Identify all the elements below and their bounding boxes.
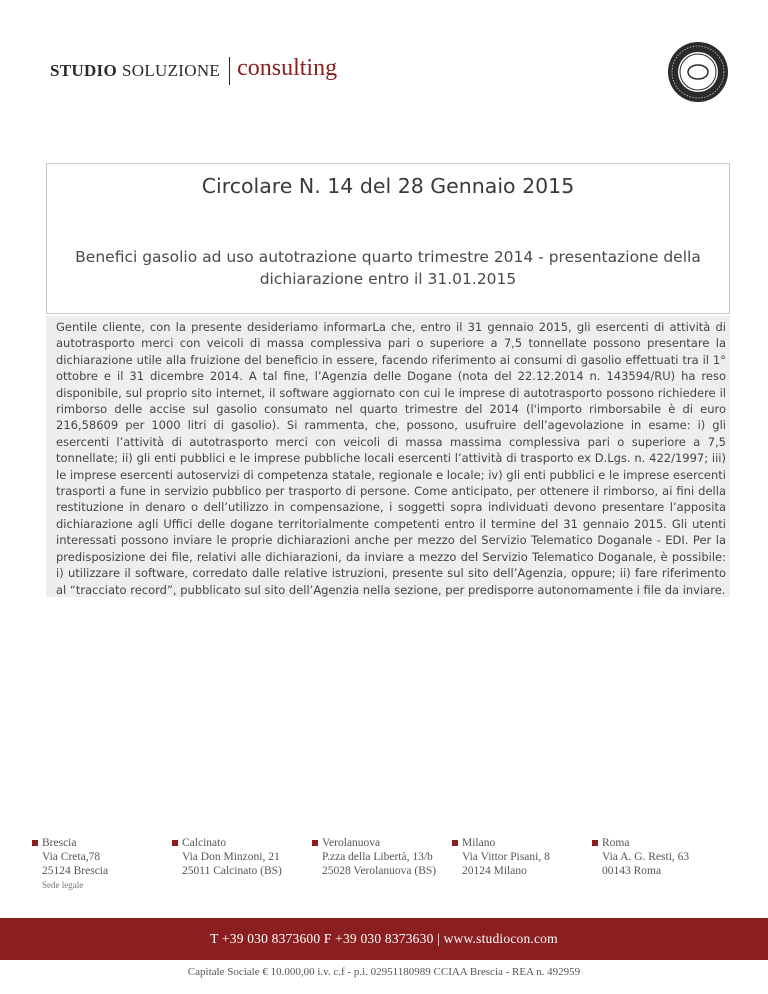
square-bullet-icon bbox=[312, 840, 318, 846]
contact-bar: T +39 030 8373600 F +39 030 8373630 | www.studiocon.com bbox=[0, 918, 768, 960]
office-address: Via A. G. Resti, 63 bbox=[602, 851, 690, 863]
office-brescia bbox=[32, 836, 172, 892]
footer-note: Capitale Sociale € 10.000,00 i.v. c.f - p.i. 02951180989 CCIAA Brescia - REA n. 492959 bbox=[187, 966, 581, 978]
square-bullet-icon bbox=[592, 840, 598, 846]
office-city: 20124 Milano bbox=[462, 865, 527, 877]
square-bullet-icon bbox=[32, 840, 38, 846]
office-name: Milano bbox=[462, 837, 496, 849]
office-address: Via Creta,78 bbox=[42, 851, 101, 863]
office-name: Brescia bbox=[42, 837, 77, 849]
office-city: 25124 Brescia bbox=[42, 865, 109, 877]
subtitle-line-2: dichiarazione entro il 31.01.2015 bbox=[259, 270, 517, 288]
subtitle-line-1: Benefici gasolio ad uso autotrazione quarto trimestre 2014 - presentazione della bbox=[75, 248, 701, 266]
body-section bbox=[46, 316, 730, 597]
office-address: P.zza della Libertà, 13/b bbox=[322, 851, 433, 863]
office-address: Via Don Minzoni, 21 bbox=[182, 851, 280, 863]
page-title: Circolare N. 14 del 28 Gennaio 2015 bbox=[201, 174, 575, 198]
office-city: 25028 Verolanuova (BS) bbox=[322, 865, 437, 877]
office-roma bbox=[592, 836, 732, 892]
office-address: Via Vittor Pisani, 8 bbox=[462, 851, 550, 863]
logo-soluzione-text: SOLUZIONE bbox=[122, 61, 221, 80]
office-name: Calcinato bbox=[182, 837, 227, 849]
company-logo bbox=[50, 54, 338, 84]
logo-divider bbox=[229, 57, 230, 85]
body-paragraph: Gentile cliente, con la presente desideriamo informarLa che, entro il 31 gennaio 2015, gli esercenti di attività di autotrasporto merci con veicoli di massa complessiva pari o superiore a 7,5 tonnellate possono presentare la dichiarazione utile alla fruizione del beneficio in essere, facendo riferimento ai consumi di gasolio effettuati tra il 1° ottobre e il 31 dicembre 2014. A tal fine, l’Agenzia delle Dogane (nota del 22.12.2014 n. 143594/RU) ha reso disponibile, sul proprio sito internet, il software aggiornato con cui le imprese di autotrasporto possono richiedere il rimborso delle accise sul gasolio consumato nel quarto trimestre del 2014 (l'importo rimborsabile è di euro 216,58609 per 1000 litri di gasolio). Si rammenta, che, possono, usufruire dell’agevolazione in esame: i) gli esercenti l’attività di autotrasporto merci con veicoli di massa massima complessiva pari o superiore a 7,5 tonnellate; ii) gli enti pubblici e le imprese pubbliche locali esercenti l’attività di trasporto ex D.Lgs. n. 422/1997; iii) le imprese esercenti autoservizi di competenza statale, regionale e locale; iv) gli enti pubblici e le imprese esercenti trasporti a fune in servizio pubblico per trasporto di persone. Come anticipato, per ottenere il rimborso, ai fini della restituzione in denaro o dell’utilizzo in compensazione, i soggetti sopra individuati devono presentare l’apposita dichiarazione agli Uffici delle dogane territorialmente competenti entro il termine del 31 gennaio 2015. Gli utenti interessati possono inviare le proprie dichiarazioni anche per mezzo del Servizio Telematico Doganale - EDI. Per la predisposizione dei file, relativi alle dichiarazioni, da inviare a mezzo del Servizio Telematico Doganale, è possibile: i) utilizzare il software, corredato dalle relative istruzioni, presente sul sito dell’Agenzia, oppure; ii) fare riferimento al “tracciato record”, pubblicato sul sito dell’Agenzia nella sezione, per predisporre autonomamente i file da inviare. bbox=[56, 320, 726, 597]
logo-studio-text: STUDIO bbox=[50, 61, 117, 80]
page-subtitle bbox=[67, 246, 709, 290]
office-verolanuova bbox=[312, 836, 452, 892]
circular-header bbox=[46, 163, 730, 314]
office-note: Sede legale bbox=[42, 880, 84, 890]
office-name: Roma bbox=[602, 837, 630, 849]
square-bullet-icon bbox=[452, 840, 458, 846]
office-list bbox=[32, 836, 742, 892]
certification-seal-icon bbox=[666, 40, 730, 104]
logo-consulting-text: consulting bbox=[237, 54, 338, 81]
square-bullet-icon bbox=[172, 840, 178, 846]
office-calcinato bbox=[172, 836, 312, 892]
office-city: 25011 Calcinato (BS) bbox=[182, 865, 282, 877]
office-city: 00143 Roma bbox=[602, 865, 662, 877]
office-milano bbox=[452, 836, 592, 892]
office-name: Verolanuova bbox=[322, 837, 381, 849]
